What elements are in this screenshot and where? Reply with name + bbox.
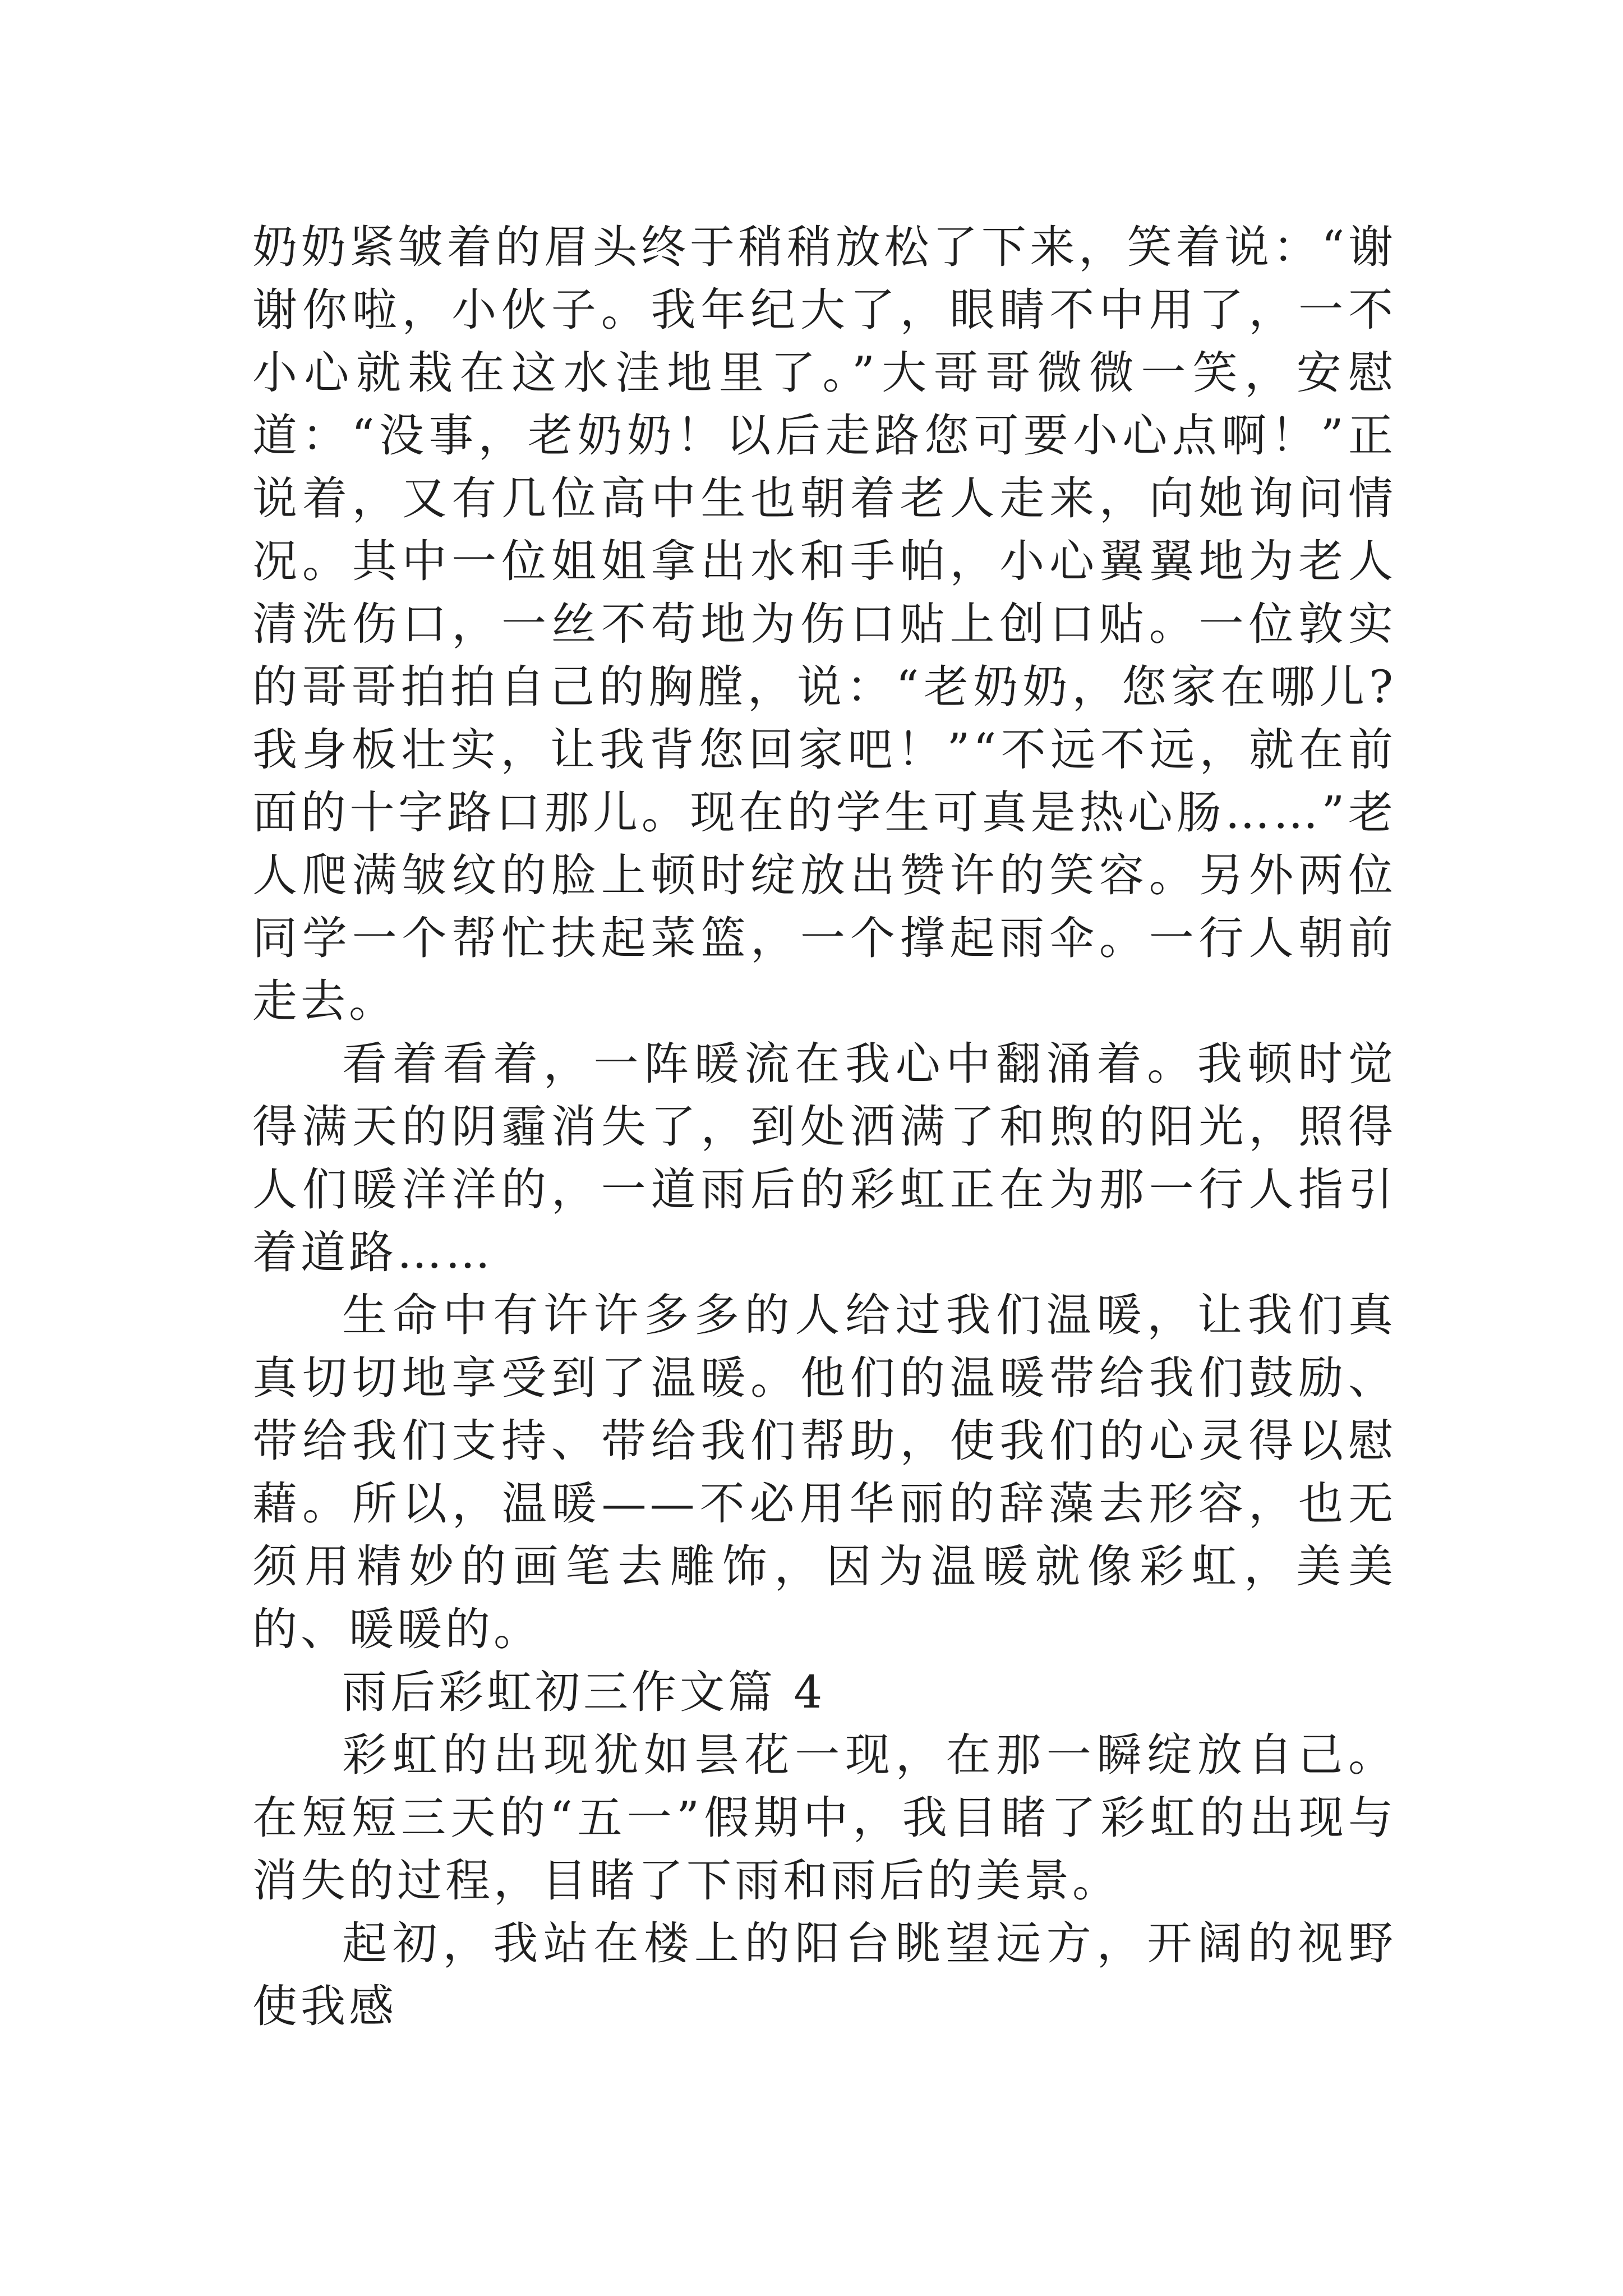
essay-body [252,216,1396,2038]
essay-paragraph-grandma-story: 奶奶紧皱着的眉头终于稍稍放松了下来，笑着说：“谢谢你啦，小伙子。我年纪大了，眼睛不中用了，一不小心就栽在这水洼地里了。”大哥哥微微一笑，安慰道：“没事，老奶奶！以后走路您可要小心点啊！”正说着，又有几位高中生也朝着老人走来，向她询问情况。其中一位姐姐拿出水和手帕，小心翼翼地为老人清洗伤口，一丝不苟地为伤口贴上创口贴。一位敦实的哥哥拍拍自己的胸膛，说：“老奶奶，您家在哪儿?我身板壮实，让我背您回家吧！”“不远不远，就在前面的十字路口那儿。现在的学生可真是热心肠……”老人爬满皱纹的脸上顿时绽放出赞许的笑容。另外两位同学一个帮忙扶起菜篮，一个撑起雨伞。一行人朝前走去。 [252,221,1396,1027]
essay-paragraph-warmth-conclusion: 生命中有许许多多的人给过我们温暖，让我们真真切切地享受到了温暖。他们的温暖带给我们鼓励、带给我们支持、带给我们帮助，使我们的心灵得以慰藉。所以，温暖——不必用华丽的辞藻去形容，也无须用精妙的画笔去雕饰，因为温暖就像彩虹，美美的、暖暖的。 [252,1289,1396,1655]
essay-paragraph-balcony: 起初，我站在楼上的阳台眺望远方，开阔的视野使我感 [252,1917,1396,2032]
essay-paragraph-rainbow-intro: 彩虹的出现犹如昙花一现，在那一瞬绽放自己。在短短三天的“五一”假期中，我目睹了彩虹的出现与消失的过程，目睹了下雨和雨后的美景。 [252,1729,1396,1907]
section-heading: 雨后彩虹初三作文篇 4 [342,1666,826,1718]
essay-paragraph-warm-feeling: 看着看着，一阵暖流在我心中翻涌着。我顿时觉得满天的阴霾消失了，到处洒满了和煦的阳光，照得人们暖洋洋的，一道雨后的彩虹正在为那一行人指引着道路…… [252,1038,1396,1278]
